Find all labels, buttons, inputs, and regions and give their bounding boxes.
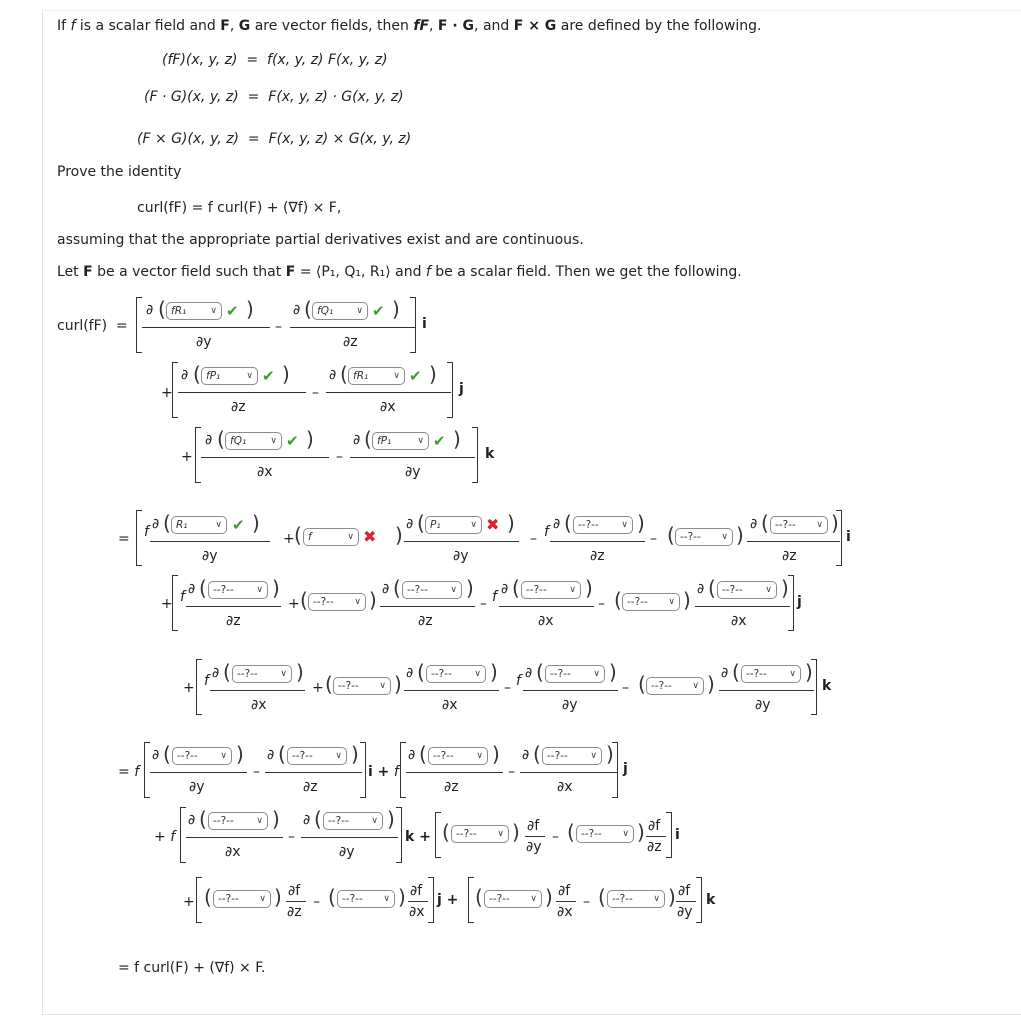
partial-symbol: ∂ [553, 516, 561, 532]
partial-symbol: ∂ [525, 665, 533, 681]
partial-symbol: ∂ [382, 581, 390, 597]
bracket-left [136, 510, 142, 566]
paren-close: ) [351, 742, 359, 766]
paren-close: ) [466, 576, 474, 600]
paren-close: ) [585, 576, 593, 600]
select-r2-k4[interactable]: --?-- ∨ [545, 665, 605, 683]
prove-label: Prove the identity [57, 164, 182, 180]
definition-2: (F · G)(x, y, z) = F(x, y, z) · G(x, y, z) [144, 89, 404, 105]
paren-open: ( [708, 576, 716, 600]
denominator: ∂y [405, 464, 421, 480]
paren-close: ) [392, 297, 400, 321]
minus-sign: – [530, 531, 537, 547]
fraction-bar [380, 606, 475, 607]
paren-open: ( [294, 523, 302, 547]
problem-panel [42, 10, 1021, 1015]
fraction-bar [186, 606, 281, 607]
minus-sign: – [275, 319, 282, 335]
paren-open: ( [199, 807, 207, 831]
fraction-bar [404, 541, 519, 542]
denominator: ∂y [339, 844, 355, 860]
denominator: ∂z [303, 779, 318, 795]
select-r3-c1[interactable]: --?-- ∨ [213, 890, 271, 908]
partial-symbol: ∂ [303, 812, 311, 828]
select-r1-j1[interactable]: fP₁ ∨ [201, 367, 258, 385]
fraction-bar [286, 901, 306, 902]
minus-sign: – [622, 680, 629, 696]
fraction-bar [350, 457, 475, 458]
partial-symbol: ∂ [188, 581, 196, 597]
plus-sign: + [312, 680, 324, 696]
paren-open: ( [761, 511, 769, 535]
paren-open: ( [193, 362, 201, 386]
bracket-right [472, 427, 478, 483]
paren-open: ( [325, 672, 333, 696]
minus-sign: – [336, 449, 343, 465]
minus-sign: – [253, 764, 260, 780]
denominator: ∂y [453, 548, 469, 564]
partial-symbol: ∂ [152, 747, 160, 763]
fraction-bar [523, 690, 618, 691]
paren-close: ) [453, 427, 461, 451]
fraction-bar [747, 541, 840, 542]
numerator: ∂f [410, 883, 423, 899]
plus-sign: + [288, 596, 300, 612]
definition-3: (F × G)(x, y, z) = F(x, y, z) × G(x, y, z) [137, 131, 412, 147]
plus-sign: + [181, 449, 193, 465]
denominator: ∂x [731, 613, 747, 629]
paren-open: ( [163, 511, 171, 535]
bracket-left [136, 297, 142, 353]
select-r3-a4[interactable]: --?-- ∨ [542, 747, 602, 765]
fraction-bar [695, 606, 790, 607]
scalar-f: f [204, 673, 209, 689]
numerator: ∂f [288, 883, 301, 899]
partial-symbol: ∂ [212, 665, 220, 681]
fraction-bar [142, 327, 270, 328]
denominator: ∂z [418, 613, 433, 629]
partial-symbol: ∂ [750, 516, 758, 532]
minus-sign: – [480, 596, 487, 612]
denominator: ∂x [538, 613, 554, 629]
denominator: ∂z [231, 399, 246, 415]
unit-i: i [846, 529, 851, 545]
bracket-left [172, 362, 178, 418]
paren-close: ) [252, 511, 260, 535]
fraction-bar [408, 901, 428, 902]
check-icon: ✔ [372, 302, 385, 320]
denominator: ∂z [647, 839, 662, 855]
unit-j: j [459, 381, 464, 397]
paren-close: ) [282, 362, 290, 386]
bracket-right [666, 812, 672, 858]
paren-open: ( [533, 742, 541, 766]
paren-close: ) [395, 523, 403, 547]
paren-close: ) [637, 820, 645, 844]
denominator: ∂x [225, 844, 241, 860]
plus-sign: + [161, 596, 173, 612]
bracket-right [811, 659, 817, 715]
plus-sign: + [283, 531, 295, 547]
j-plus: j + [437, 892, 459, 908]
paren-close: ) [668, 885, 676, 909]
plus-sign: + [161, 385, 173, 401]
select-r2-k3[interactable]: --?-- ∨ [426, 665, 486, 683]
fraction-bar [186, 837, 283, 838]
plus-sign: + [183, 680, 195, 696]
paren-close: ) [387, 807, 395, 831]
paren-open: ( [300, 588, 308, 612]
bracket-left [144, 742, 150, 798]
select-r2-i6[interactable]: --?-- ∨ [770, 516, 828, 534]
bracket-left [468, 877, 474, 923]
denominator: ∂y [196, 334, 212, 350]
denominator: ∂y [677, 904, 693, 920]
fraction-bar [676, 901, 696, 902]
denominator: ∂x [251, 697, 267, 713]
denominator: ∂x [380, 399, 396, 415]
scalar-f: f [516, 673, 521, 689]
bracket-right [836, 510, 842, 566]
plus-sign: + [183, 894, 195, 910]
fraction-bar [499, 606, 594, 607]
select-r2-j4[interactable]: --?-- ∨ [521, 581, 581, 599]
paren-close: ) [274, 885, 282, 909]
bracket-right [410, 297, 416, 353]
minus-sign: – [552, 829, 559, 845]
equals-sign: = [118, 531, 130, 547]
partial-symbol: ∂ [408, 747, 416, 763]
select-r2-i4[interactable]: --?-- ∨ [573, 516, 633, 534]
scalar-f: f [544, 524, 549, 540]
paren-open: ( [512, 576, 520, 600]
denominator: ∂z [782, 548, 797, 564]
partial-symbol: ∂ [522, 747, 530, 763]
paren-close: ) [429, 362, 437, 386]
scalar-f: f [492, 589, 497, 605]
minus-sign: – [508, 764, 515, 780]
paren-open: ( [328, 885, 336, 909]
paren-open: ( [364, 427, 372, 451]
check-icon: ✔ [286, 432, 299, 450]
paren-close: ) [707, 672, 715, 696]
denominator: ∂y [202, 548, 218, 564]
paren-open: ( [564, 511, 572, 535]
paren-close: ) [831, 511, 839, 535]
select-r2-j5[interactable]: --?-- ∨ [622, 593, 680, 611]
minus-sign: – [650, 531, 657, 547]
fraction-bar [646, 836, 666, 837]
partial-symbol: ∂ [205, 432, 213, 448]
paren-open: ( [199, 576, 207, 600]
paren-open: ( [614, 588, 622, 612]
paren-open: ( [393, 576, 401, 600]
unit-k: k [485, 446, 495, 462]
bracket-right [696, 877, 702, 923]
paren-close: ) [398, 885, 406, 909]
let-line: Let F be a vector field such that F = ⟨P₁, Q₁, R₁⟩ and f be a scalar field. Then we get the following. [57, 264, 742, 280]
bracket-left [196, 659, 202, 715]
bracket-right [396, 807, 402, 863]
partial-symbol: ∂ [267, 747, 275, 763]
paren-close: ) [512, 820, 520, 844]
k-plus: k + [405, 829, 431, 845]
denominator: ∂y [526, 839, 542, 855]
select-r3-a1[interactable]: --?-- ∨ [172, 747, 232, 765]
select-r2-i2[interactable]: f ∨ [303, 528, 359, 546]
intro-text: If f is a scalar field and F, G are vector fields, then fF, F · G, and F × G are defined by the following. [57, 18, 762, 34]
unit-j: j [797, 594, 802, 610]
select-r2-j6[interactable]: --?-- ∨ [717, 581, 777, 599]
select-r1-i1[interactable]: fR₁ ∨ [166, 302, 222, 320]
paren-close: ) [306, 427, 314, 451]
select-r3-b4[interactable]: --?-- ∨ [576, 825, 634, 843]
partial-symbol: ∂ [293, 302, 301, 318]
fraction-bar [719, 690, 814, 691]
select-r2-k1[interactable]: --?-- ∨ [232, 665, 292, 683]
minus-sign: – [583, 894, 590, 910]
numerator: ∂f [648, 818, 661, 834]
paren-close: ) [637, 511, 645, 535]
bracket-right [788, 575, 794, 631]
denominator: ∂z [287, 904, 302, 920]
bracket-left [180, 807, 186, 863]
paren-close: ) [507, 511, 515, 535]
check-icon: ✔ [409, 367, 422, 385]
select-r2-j1[interactable]: --?-- ∨ [208, 581, 268, 599]
paren-close: ) [369, 588, 377, 612]
fraction-bar [301, 837, 398, 838]
partial-symbol: ∂ [146, 302, 154, 318]
paren-open: ( [732, 660, 740, 684]
plus-f: + f [154, 829, 176, 845]
partial-symbol: ∂ [501, 581, 509, 597]
bracket-right [612, 742, 618, 798]
denominator: ∂x [442, 697, 458, 713]
check-icon: ✔ [226, 302, 239, 320]
select-r3-a3[interactable]: --?-- ∨ [428, 747, 488, 765]
assumption: assuming that the appropriate partial derivatives exist and are continuous. [57, 232, 584, 248]
unit-i: i [422, 316, 427, 332]
bracket-right [360, 742, 366, 798]
definition-1: (fF)(x, y, z) = f(x, y, z) F(x, y, z) [162, 52, 388, 68]
select-r1-i2[interactable]: fQ₁ ∨ [312, 302, 368, 320]
select-r3-c4[interactable]: --?-- ∨ [607, 890, 665, 908]
unit-k: k [706, 892, 716, 908]
paren-close: ) [492, 742, 500, 766]
bracket-right [428, 877, 434, 923]
select-r2-k2[interactable]: --?-- ∨ [333, 677, 391, 695]
minus-sign: – [504, 680, 511, 696]
paren-open: ( [304, 297, 312, 321]
select-r2-i3[interactable]: P₁ ∨ [425, 516, 482, 534]
denominator: ∂y [755, 697, 771, 713]
fraction-bar [201, 457, 329, 458]
numerator: ∂f [527, 818, 540, 834]
partial-symbol: ∂ [406, 665, 414, 681]
bracket-right [447, 362, 453, 418]
partial-symbol: ∂ [406, 516, 414, 532]
minus-sign: – [288, 829, 295, 845]
fraction-bar [265, 772, 362, 773]
final-line: = f curl(F) + (∇f) × F. [118, 960, 266, 976]
denominator: ∂x [557, 904, 573, 920]
fraction-bar [525, 836, 545, 837]
paren-close: ) [296, 660, 304, 684]
select-r3-b2[interactable]: --?-- ∨ [323, 812, 383, 830]
paren-open: ( [598, 885, 606, 909]
denominator: ∂x [257, 464, 273, 480]
paren-open: ( [638, 672, 646, 696]
select-r2-k5[interactable]: --?-- ∨ [646, 677, 704, 695]
paren-close: ) [236, 742, 244, 766]
cross-icon: ✖ [486, 515, 500, 534]
minus-sign: – [313, 894, 320, 910]
i-plus-f: i + f [368, 764, 399, 780]
select-r2-k6[interactable]: --?-- ∨ [741, 665, 801, 683]
paren-open: ( [475, 885, 483, 909]
curl-label: curl(fF) = [57, 318, 128, 334]
paren-close: ) [736, 523, 744, 547]
paren-open: ( [442, 820, 450, 844]
paren-open: ( [158, 297, 166, 321]
check-icon: ✔ [232, 516, 245, 534]
denominator: ∂z [343, 334, 358, 350]
paren-close: ) [606, 742, 614, 766]
unit-j: j [623, 761, 628, 777]
denominator: ∂z [226, 613, 241, 629]
partial-symbol: ∂ [329, 367, 337, 383]
select-r1-k1[interactable]: fQ₁ ∨ [225, 432, 282, 450]
bracket-left [435, 812, 441, 858]
minus-sign: – [312, 385, 319, 401]
paren-open: ( [417, 660, 425, 684]
equals-f: = f [118, 764, 140, 780]
select-r3-b3[interactable]: --?-- ∨ [451, 825, 509, 843]
paren-open: ( [536, 660, 544, 684]
paren-close: ) [272, 576, 280, 600]
paren-close: ) [394, 672, 402, 696]
fraction-bar [178, 392, 306, 393]
denominator: ∂z [590, 548, 605, 564]
paren-close: ) [805, 660, 813, 684]
paren-open: ( [223, 660, 231, 684]
paren-open: ( [278, 742, 286, 766]
select-r1-k2[interactable]: fP₁ ∨ [372, 432, 429, 450]
fraction-bar [290, 327, 415, 328]
fraction-bar [406, 772, 503, 773]
select-r3-a2[interactable]: --?-- ∨ [287, 747, 347, 765]
select-r2-j2[interactable]: --?-- ∨ [308, 593, 366, 611]
paren-open: ( [667, 523, 675, 547]
scalar-f: f [144, 524, 149, 540]
denominator: ∂y [562, 697, 578, 713]
denominator: ∂z [444, 779, 459, 795]
minus-sign: – [598, 596, 605, 612]
fraction-bar [404, 690, 499, 691]
paren-close: ) [545, 885, 553, 909]
paren-open: ( [163, 742, 171, 766]
unit-k: k [822, 678, 832, 694]
select-r3-b1[interactable]: --?-- ∨ [208, 812, 268, 830]
unit-i: i [675, 827, 680, 843]
numerator: ∂f [558, 883, 571, 899]
bracket-left [172, 575, 178, 631]
scalar-f: f [180, 589, 185, 605]
paren-open: ( [417, 511, 425, 535]
select-r2-i1[interactable]: R₁ ∨ [171, 516, 227, 534]
bracket-left [196, 877, 202, 923]
fraction-bar [210, 690, 305, 691]
partial-symbol: ∂ [721, 665, 729, 681]
fraction-bar [150, 541, 270, 542]
denominator: ∂y [189, 779, 205, 795]
paren-close: ) [609, 660, 617, 684]
bracket-left [400, 742, 406, 798]
paren-close: ) [272, 807, 280, 831]
select-r3-c3[interactable]: --?-- ∨ [484, 890, 542, 908]
check-icon: ✔ [433, 432, 446, 450]
denominator: ∂x [409, 904, 425, 920]
select-r3-c2[interactable]: --?-- ∨ [337, 890, 395, 908]
fraction-bar [556, 901, 576, 902]
select-r1-j2[interactable]: fR₁ ∨ [348, 367, 405, 385]
fraction-bar [520, 772, 617, 773]
bracket-left [195, 427, 201, 483]
numerator: ∂f [678, 883, 691, 899]
paren-open: ( [340, 362, 348, 386]
denominator: ∂x [557, 779, 573, 795]
paren-open: ( [217, 427, 225, 451]
partial-symbol: ∂ [188, 812, 196, 828]
partial-symbol: ∂ [353, 432, 361, 448]
identity: curl(fF) = f curl(F) + (∇f) × F, [137, 200, 342, 216]
select-r2-i5[interactable]: --?-- ∨ [675, 528, 733, 546]
partial-symbol: ∂ [697, 581, 705, 597]
paren-close: ) [246, 297, 254, 321]
paren-open: ( [419, 742, 427, 766]
paren-open: ( [204, 885, 212, 909]
fraction-bar [550, 541, 645, 542]
check-icon: ✔ [262, 367, 275, 385]
paren-open: ( [567, 820, 575, 844]
fraction-bar [326, 392, 451, 393]
paren-close: ) [490, 660, 498, 684]
paren-close: ) [781, 576, 789, 600]
cross-icon: ✖ [363, 527, 377, 546]
paren-close: ) [683, 588, 691, 612]
select-r2-j3[interactable]: --?-- ∨ [402, 581, 462, 599]
partial-symbol: ∂ [181, 367, 189, 383]
fraction-bar [150, 772, 247, 773]
paren-open: ( [314, 807, 322, 831]
partial-symbol: ∂ [152, 516, 160, 532]
